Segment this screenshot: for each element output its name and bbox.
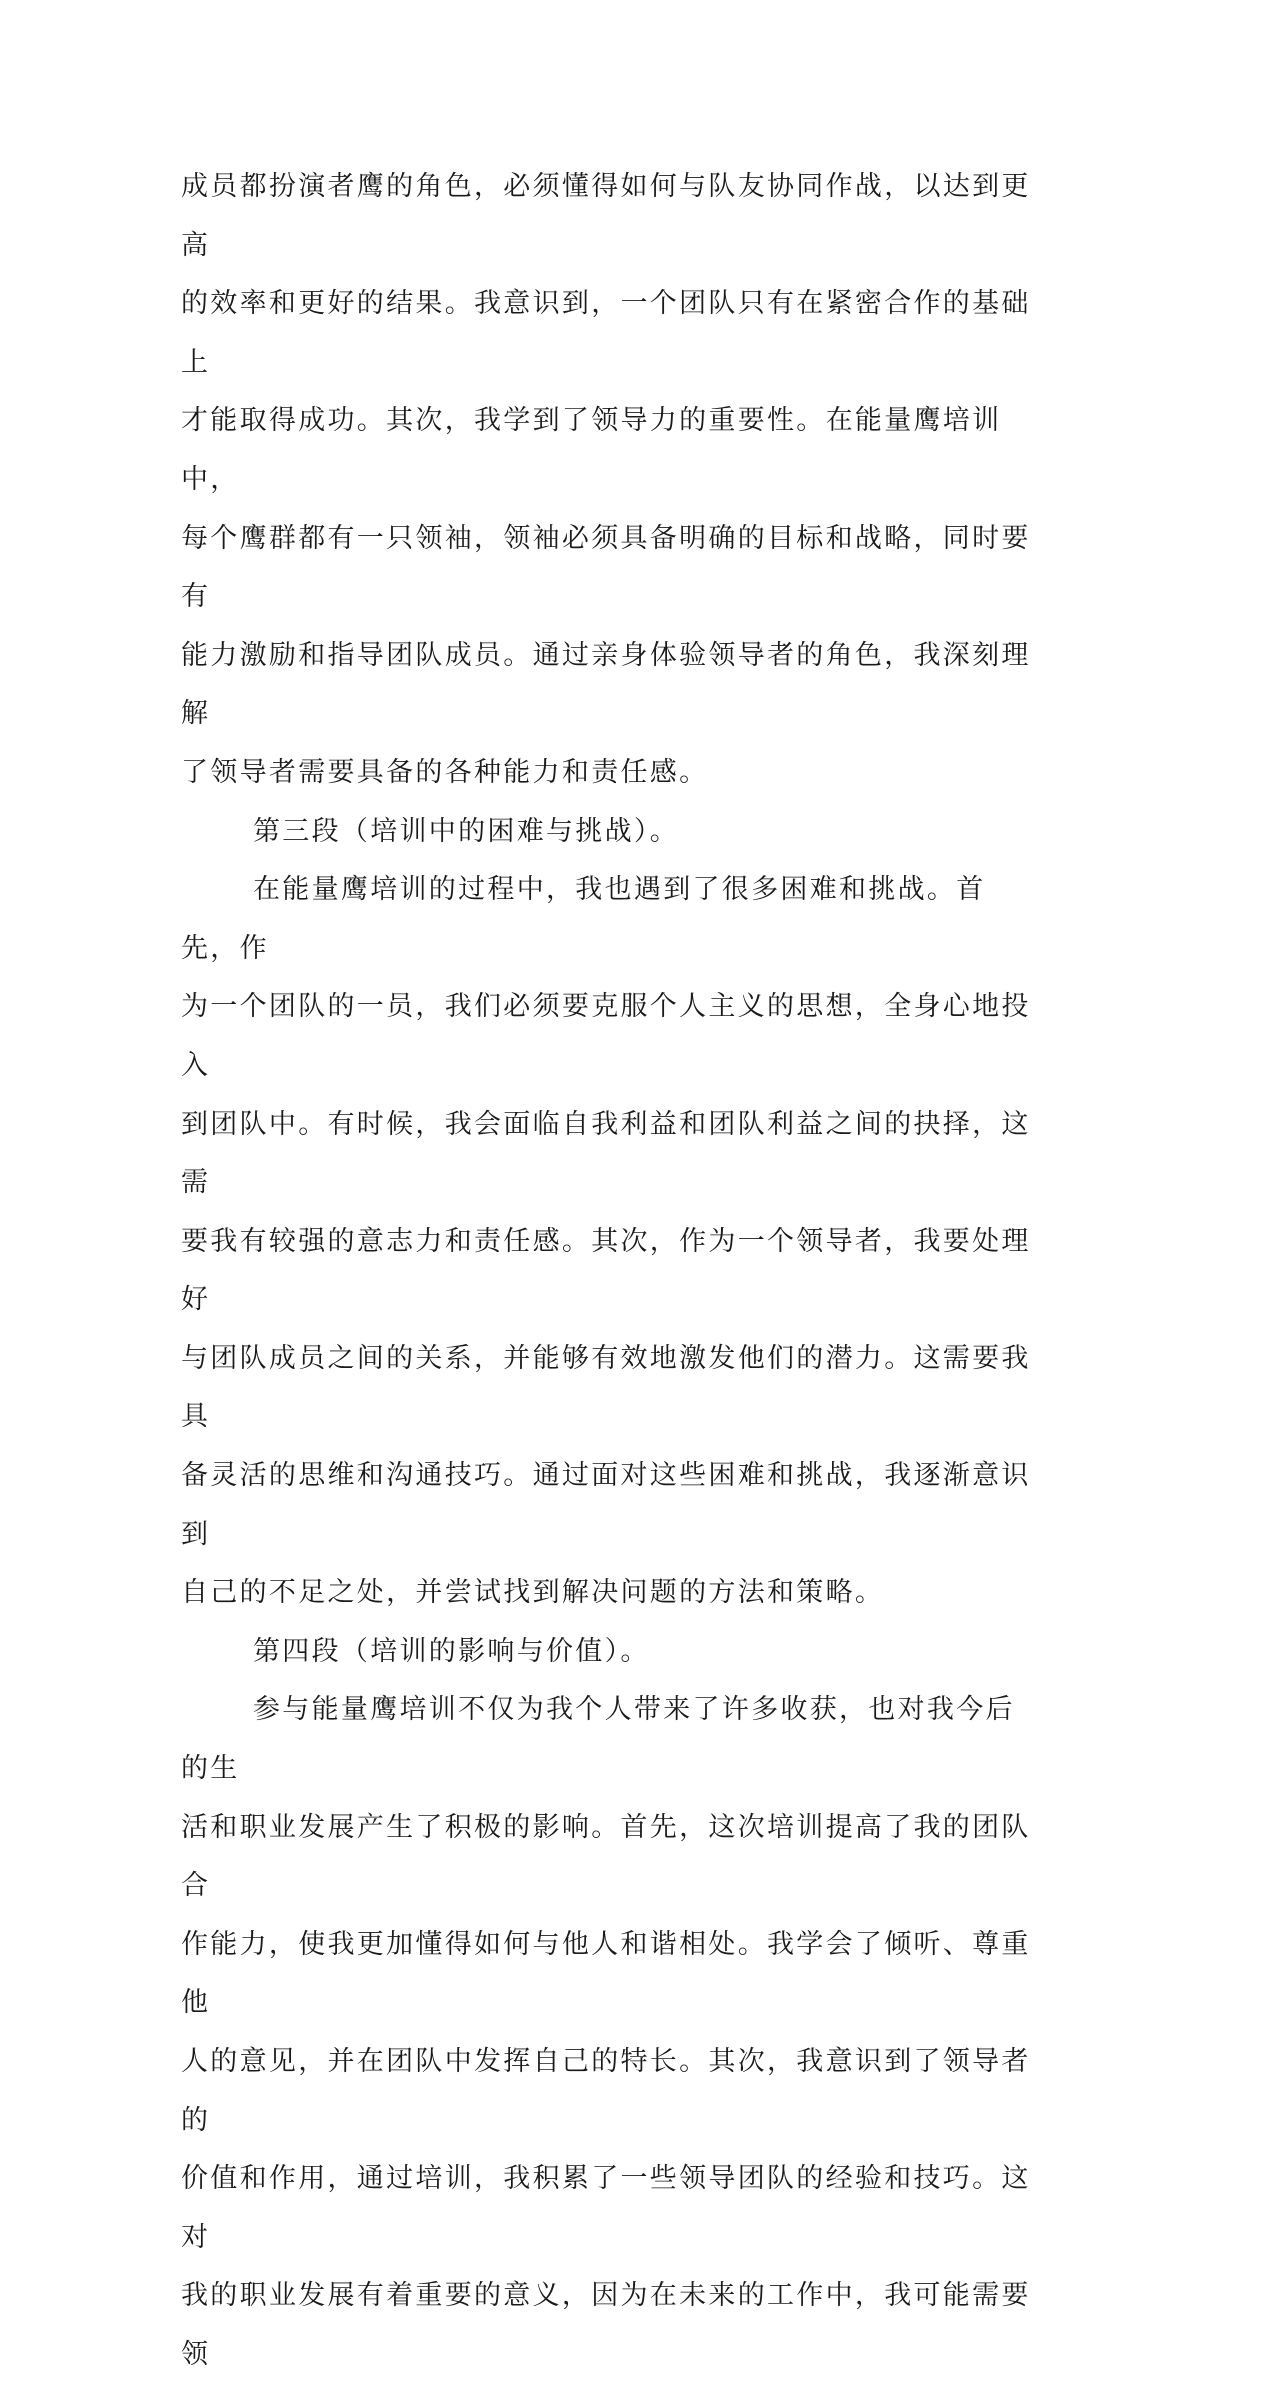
- text-line: 人的意见，并在团队中发挥自己的特长。其次，我意识到了领导者的: [181, 2046, 1031, 2136]
- text-line: 了领导者需要具备的各种能力和责任感。: [181, 756, 709, 788]
- paragraph-3: [181, 861, 1031, 1623]
- heading-text: 第四段（培训的影响与价值）。: [253, 1635, 650, 1667]
- heading-text: 第三段（培训中的困难与挑战）。: [253, 815, 679, 847]
- text-line: 的效率和更好的结果。我意识到，一个团队只有在紧密合作的基础上: [181, 288, 1031, 378]
- paragraph-4: [181, 1681, 1031, 2384]
- text-line: 每个鹰群都有一只领袖，领袖必须具备明确的目标和战略，同时要有: [181, 522, 1031, 613]
- section-heading-3: [181, 803, 1031, 862]
- text-line: 在能量鹰培训的过程中，我也遇到了很多困难和挑战。首先，作: [181, 874, 986, 964]
- text-line: 能力激励和指导团队成员。通过亲身体验领导者的角色，我深刻理解: [181, 639, 1031, 730]
- document-page: [181, 158, 1031, 2385]
- text-line: 成员都扮演者鹰的角色，必须懂得如何与队友协同作战，以达到更高: [181, 171, 1031, 261]
- text-line: 自己的不足之处，并尝试找到解决问题的方法和策略。: [181, 1577, 885, 1609]
- text-line: 才能取得成功。其次，我学到了领导力的重要性。在能量鹰培训中，: [181, 405, 1002, 495]
- text-line: 价值和作用，通过培训，我积累了一些领导团队的经验和技巧。这对: [181, 2163, 1031, 2253]
- text-line: 到团队中。有时候，我会面临自我利益和团队利益之间的抉择，这需: [181, 1108, 1031, 1199]
- section-heading-4: [181, 1623, 1031, 1682]
- text-line: 与团队成员之间的关系，并能够有效地激发他们的潜力。这需要我具: [181, 1342, 1031, 1433]
- text-line: 作能力，使我更加懂得如何与他人和谐相处。我学会了倾听、尊重他: [181, 1928, 1031, 2019]
- text-line: 我的职业发展有着重要的意义，因为在未来的工作中，我可能需要领: [181, 2280, 1031, 2370]
- paragraph-1: [181, 158, 1031, 803]
- text-line: 参与能量鹰培训不仅为我个人带来了许多收获，也对我今后的生: [181, 1694, 1015, 1785]
- text-line: 要我有较强的意志力和责任感。其次，作为一个领导者，我要处理好: [181, 1225, 1031, 1316]
- text-line: 为一个团队的一员，我们必须要克服个人主义的思想，全身心地投入: [181, 991, 1031, 1081]
- text-line: 备灵活的思维和沟通技巧。通过面对这些困难和挑战，我逐渐意识到: [181, 1460, 1031, 1550]
- text-line: 活和职业发展产生了积极的影响。首先，这次培训提高了我的团队合: [181, 1811, 1031, 1902]
